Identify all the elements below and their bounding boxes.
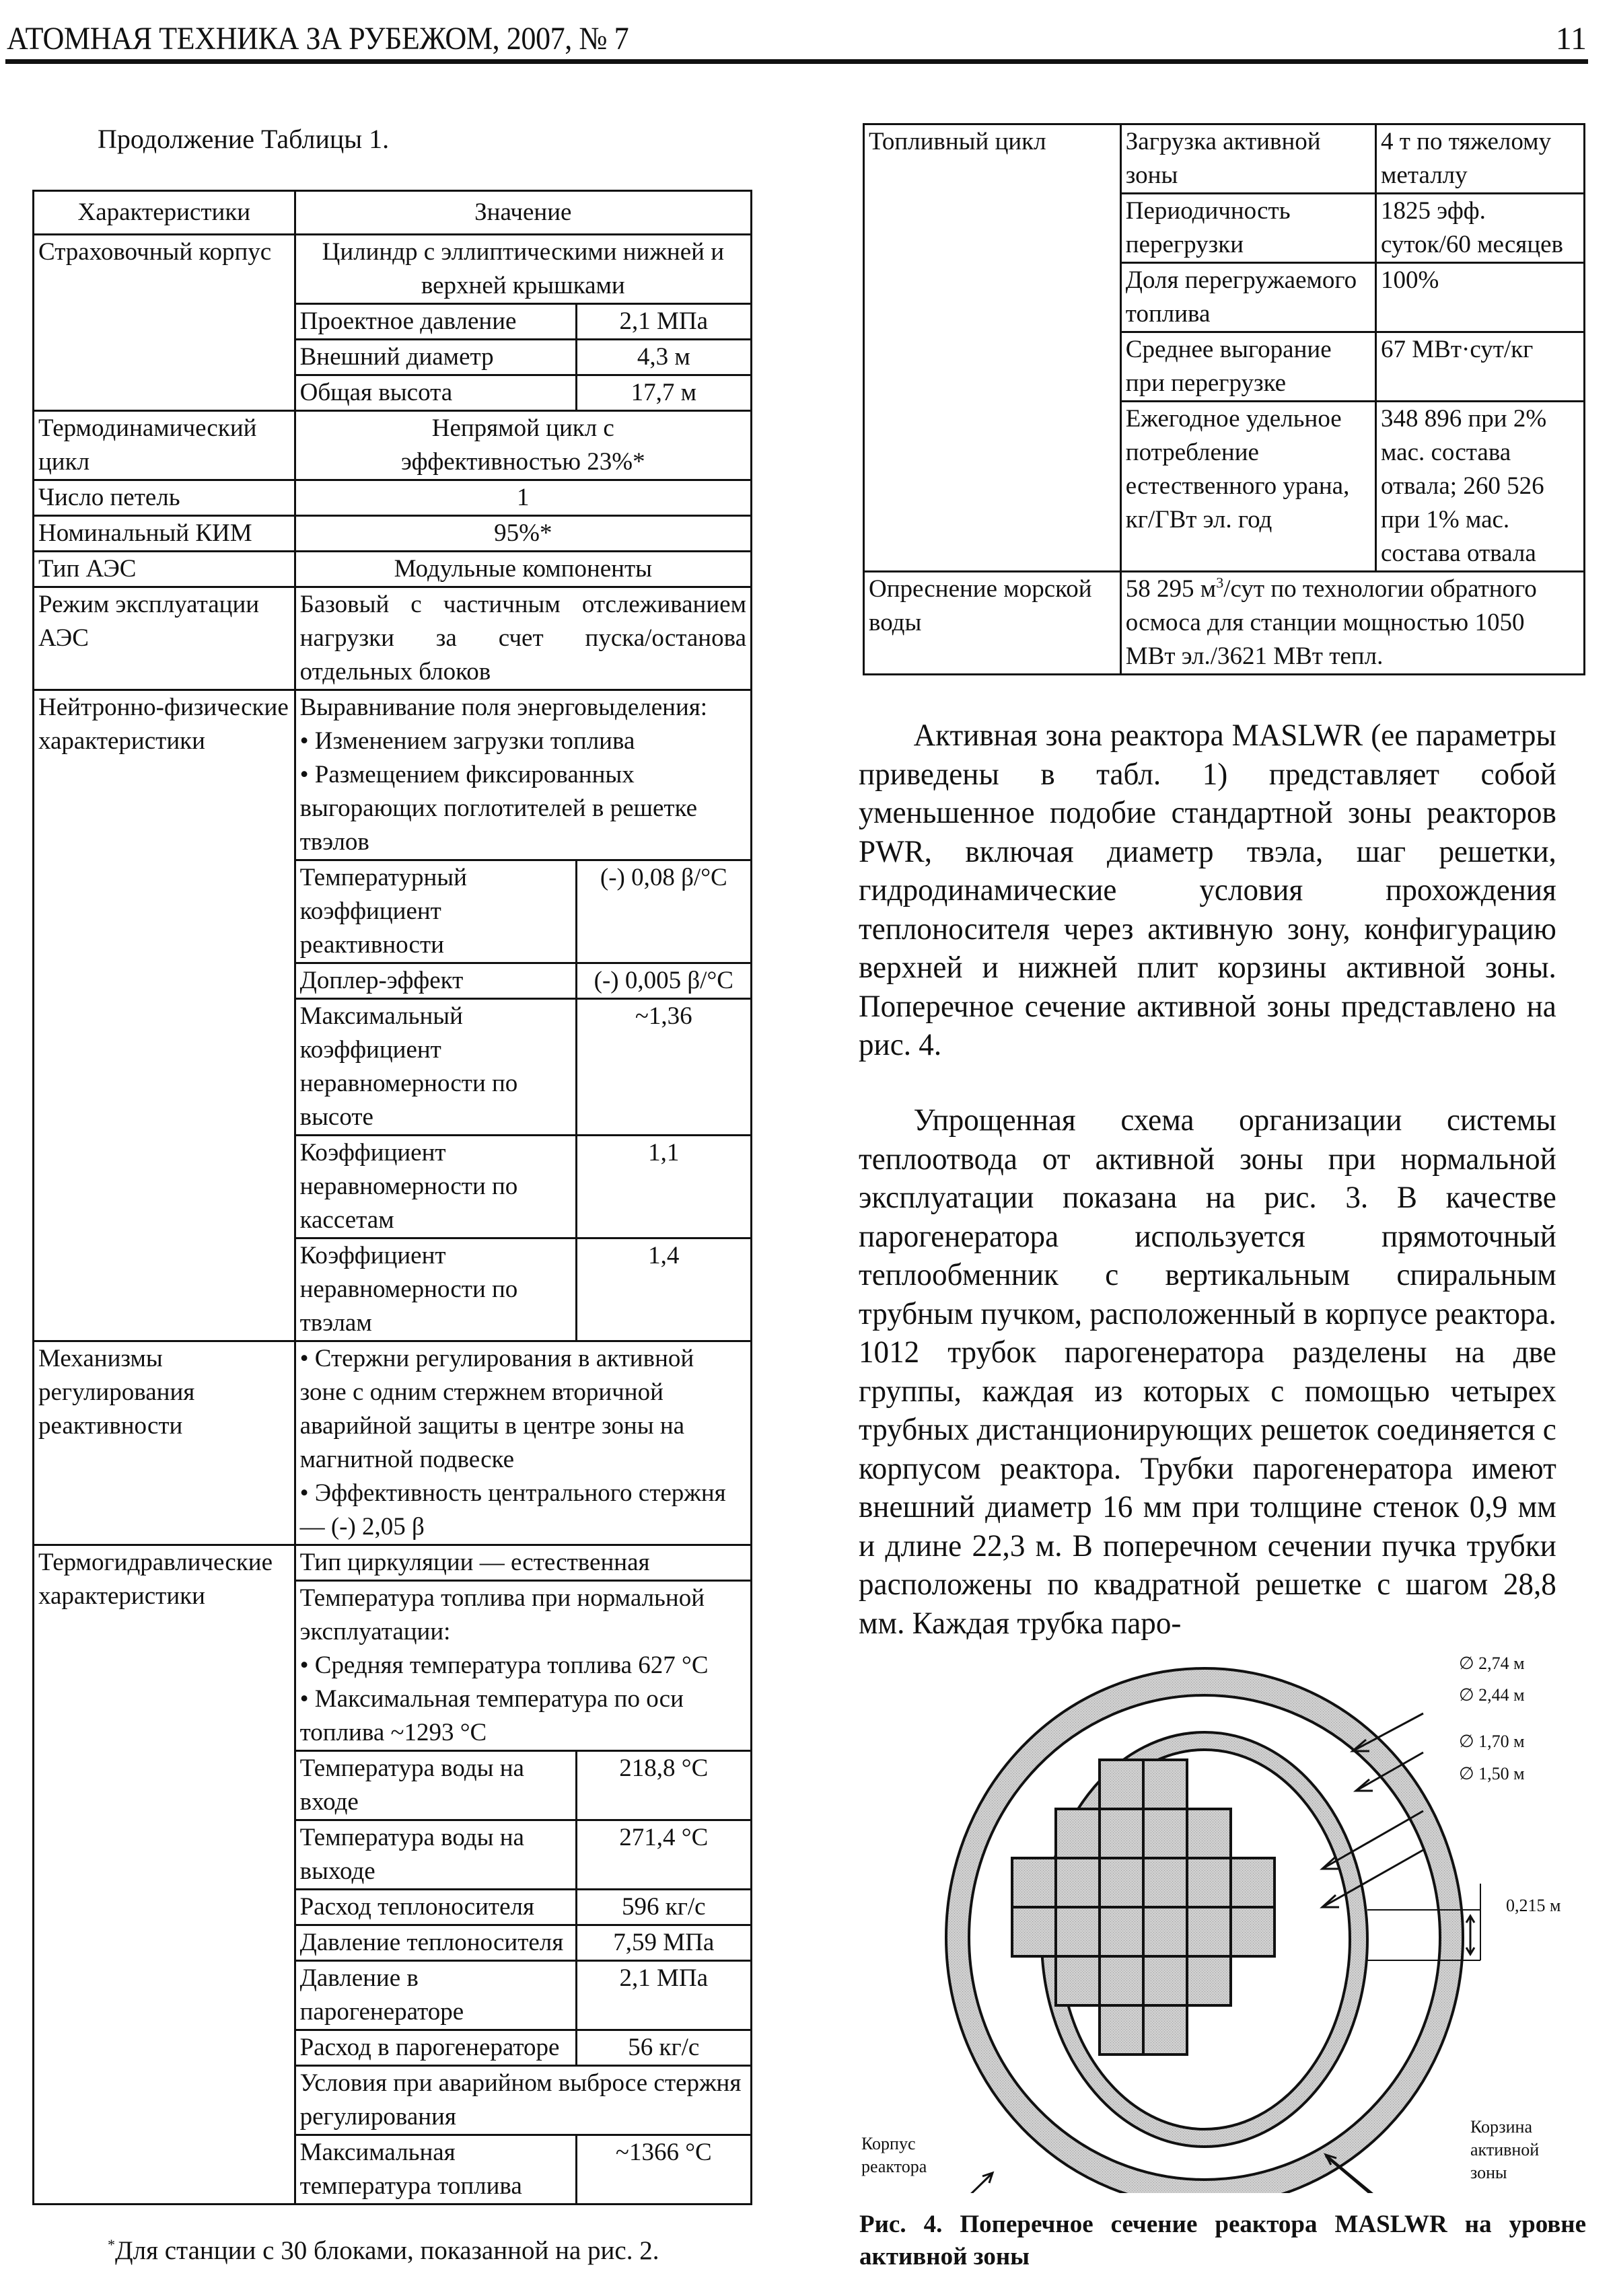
row-value — [295, 1341, 751, 1545]
sub-param: Доля перегружаемого топлива — [1120, 263, 1375, 332]
desal-value-sup: 3 — [1216, 574, 1224, 591]
basket-label — [1470, 2116, 1539, 2184]
row-label: Номинальный КИМ — [34, 516, 295, 552]
table-row — [34, 516, 752, 552]
sub-param: Загрузка активной зоны — [1120, 124, 1375, 194]
footnote-text: Для станции с 30 блоками, показанной на рис. 2. — [115, 2236, 659, 2265]
table-row — [34, 1341, 752, 1545]
sub-value: 7,59 МПа — [576, 1925, 751, 1961]
footnote-mark: * — [108, 2236, 115, 2253]
bullet-item: • Изменением загрузки топлива — [299, 727, 635, 755]
sub-param: Коэффициент неравномерности по твэлам — [295, 1238, 576, 1341]
vessel-label-line: реактора — [861, 2157, 927, 2176]
row-value: Базовый с частичным отслеживанием нагрузки за счет пуска/останова отдельных блоков — [295, 587, 751, 690]
basket-label-line: Корзина — [1470, 2117, 1533, 2137]
sub-param: Расход теплоносителя — [295, 1890, 576, 1925]
body-paragraph-2 — [859, 1101, 1556, 1643]
sub-param: Доплер-эффект — [295, 963, 576, 999]
table-row — [864, 124, 1585, 194]
table-row — [34, 235, 752, 304]
row-label: Механизмы регулирования реактивности — [34, 1341, 295, 1545]
sub-param: Температурный коэффициент реактивности — [295, 860, 576, 963]
col-header-characteristics: Характеристики — [34, 191, 295, 235]
row-label: Опреснение морской воды — [864, 572, 1121, 675]
sub-param: Максимальная температура топлива — [295, 2135, 576, 2205]
fuel-cycle-table — [863, 123, 1585, 675]
sub-value: 596 кг/с — [576, 1890, 751, 1925]
sub-param: Давление теплоносителя — [295, 1925, 576, 1961]
journal-title: АТОМНАЯ ТЕХНИКА ЗА РУБЕЖОМ, 2007, № 7 — [7, 21, 629, 57]
bullet-item: • Эффективность центрального стержня — (-) 2,05 β — [299, 1479, 726, 1541]
running-header — [7, 20, 1588, 61]
row-label: Нейтронно-физические характеристики — [34, 690, 295, 1341]
row-label: Число петель — [34, 480, 295, 516]
neutronics-intro: Выравнивание поля энерговыделения: — [299, 694, 708, 721]
body-paragraph-1 — [859, 716, 1556, 1065]
sub-value: (-) 0,005 β/°C — [576, 963, 751, 999]
sub-value: 348 896 при 2% мас. состава отвала; 260 526 при 1% мас. состава отвала — [1376, 402, 1585, 572]
sub-value: 1,4 — [576, 1238, 751, 1341]
row-value: 95%* — [295, 516, 751, 552]
characteristics-table — [32, 190, 752, 2205]
row-label: Термогидравлические характеристики — [34, 1545, 295, 2205]
table-row — [864, 572, 1585, 675]
sub-value: 17,7 м — [576, 375, 751, 411]
col-header-value: Значение — [295, 191, 751, 235]
row-value — [295, 690, 751, 860]
desal-value-pre: 58 295 м — [1125, 575, 1217, 603]
table-footnote — [108, 2235, 659, 2266]
sub-value: 4,3 м — [576, 340, 751, 375]
sub-param: Проектное давление — [295, 304, 576, 340]
paragraph-text: Упрощенная схема организации системы теплоотвода от активной зоны при нормальной эксплуатации показана на рис. 3. В качестве парогенератора используется прямоточный теплообменник с вертикальным спиральным трубным пучком, расположенный в корпусе реактора. 1012 трубок парогенератора разделены на две группы, каждая из которых с помощью четырех трубных дистанционирующих решеток соединяется с корпусом реактора. Трубки парогенератора имеют внешний диаметр 16 мм при толщине стенок 0,9 мм и длине 22,3 м. В поперечном сечении пучка трубки расположены по квадратной решетке с шагом 28,8 мм. Каждая трубка паро- — [859, 1103, 1556, 1641]
sub-param: Давление в парогенераторе — [295, 1961, 576, 2030]
row-value: 1 — [295, 480, 751, 516]
figure-caption: Рис. 4. Поперечное сечение реактора MASLWR на уровне активной зоны — [859, 2211, 1586, 2270]
sub-value: 4 т по тяжелому металлу — [1376, 124, 1585, 194]
table-row — [34, 552, 752, 587]
sub-param: Внешний диаметр — [295, 340, 576, 375]
paragraph-text: Активная зона реактора MASLWR (ее параметры приведены в табл. 1) представляет собой уменьшенное подобие стандартной зоны реакторов PWR, включая диаметр твэла, шаг решетки, гидродинамические условия прохождения теплоносителя через активную зону, конфигурацию верхней и нижней плит корзины активной зоны. Поперечное сечение активной зоны представлено на рис. 4. — [859, 718, 1556, 1062]
table-row — [34, 411, 752, 480]
header-divider — [5, 59, 1588, 64]
row-label: Тип АЭС — [34, 552, 295, 587]
reactor-cross-section-diagram — [855, 1641, 1615, 2193]
figure-reactor-cross-section — [855, 1641, 1615, 2193]
sub-value: 271,4 °С — [576, 1820, 751, 1890]
sub-param: Периодичность перегрузки — [1120, 194, 1375, 263]
row-value: Цилиндр с эллиптическими нижней и верхней крышками — [295, 235, 751, 304]
sub-value: 218,8 °С — [576, 1751, 751, 1820]
row-value: Модульные компоненты — [295, 552, 751, 587]
table-row — [34, 587, 752, 690]
sub-param: Расход в парогенераторе — [295, 2030, 576, 2066]
sub-param: Температура воды на входе — [295, 1751, 576, 1820]
sub-value: (-) 0,08 β/°C — [576, 860, 751, 963]
sub-value: 1825 эфф. суток/60 месяцев — [1376, 194, 1585, 263]
desal-value-post: /сут по технологии обратного осмоса для станции мощностью 1050 МВт эл./3621 МВт тепл. — [1125, 575, 1537, 670]
row-value — [295, 1581, 751, 1751]
row-label: Режим эксплуатации АЭС — [34, 587, 295, 690]
dim-label-244: ∅ 2,44 м — [1459, 1685, 1525, 1705]
sub-value: ~1366 °С — [576, 2135, 751, 2205]
sub-param: Среднее выгорание при перегрузке — [1120, 332, 1375, 402]
sub-param: Температура воды на выходе — [295, 1820, 576, 1890]
table-continuation-caption: Продолжение Таблицы 1. — [98, 124, 390, 154]
sub-param: Общая высота — [295, 375, 576, 411]
table-header-row — [34, 191, 752, 235]
sub-value: 2,1 МПа — [576, 304, 751, 340]
sub-value: 67 МВт·сут/кг — [1376, 332, 1585, 402]
basket-label-line: зоны — [1470, 2163, 1507, 2182]
bullet-item: • Размещением фиксированных выгорающих поглотителей в решетке твэлов — [299, 761, 698, 856]
dim-label-170: ∅ 1,70 м — [1459, 1732, 1525, 1751]
row-value: Непрямой цикл с эффективностью 23%* — [295, 411, 751, 480]
table-row — [34, 1545, 752, 1581]
page-number: 11 — [1555, 21, 1587, 57]
sub-value: 100% — [1376, 263, 1585, 332]
bullet-item: • Стержни регулирования в активной зоне с одним стержнем вторичной аварийной защиты в центре зоны на магнитной подвеске — [299, 1345, 694, 1473]
sub-param: Коэффициент неравномерности по кассетам — [295, 1136, 576, 1238]
dim-label-274: ∅ 2,74 м — [1459, 1654, 1525, 1673]
bullet-item: • Максимальная температура по оси топлива ~1293 °С — [299, 1685, 684, 1746]
row-value: Условия при аварийном выбросе стержня регулирования — [295, 2066, 751, 2135]
row-value — [1120, 572, 1584, 675]
table-row — [34, 690, 752, 860]
bullet-item: • Средняя температура топлива 627 °С — [299, 1652, 709, 1679]
row-label: Термодинамический цикл — [34, 411, 295, 480]
gap-label: 0,215 м — [1506, 1896, 1561, 1915]
sub-value: 56 кг/с — [576, 2030, 751, 2066]
vessel-label — [861, 2133, 927, 2178]
row-label: Страховочный корпус — [34, 235, 295, 411]
dim-label-150: ∅ 1,50 м — [1459, 1764, 1525, 1783]
basket-label-line: активной — [1470, 2140, 1540, 2159]
sub-param: Максимальный коэффициент неравномерности по высоте — [295, 999, 576, 1136]
vessel-label-line: Корпус — [861, 2134, 916, 2153]
sub-value: 2,1 МПа — [576, 1961, 751, 2030]
sub-value: ~1,36 — [576, 999, 751, 1136]
sub-param: Ежегодное удельное потребление естественного урана, кг/ГВт эл. год — [1120, 402, 1375, 572]
table-row — [34, 480, 752, 516]
row-label: Топливный цикл — [864, 124, 1121, 572]
fuel-temp-intro: Температура топлива при нормальной эксплуатации: — [299, 1584, 705, 1645]
row-value: Тип циркуляции — естественная — [295, 1545, 751, 1581]
sub-value: 1,1 — [576, 1136, 751, 1238]
